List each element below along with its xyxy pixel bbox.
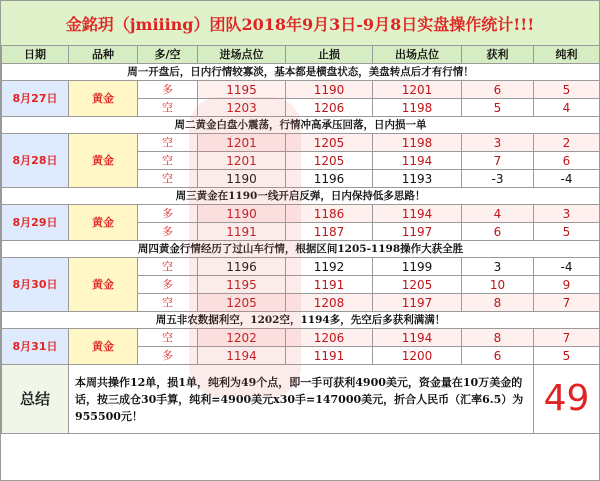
- exit-cell: 1194: [373, 205, 462, 223]
- date-cell: 8月28日: [2, 134, 69, 188]
- day-note-row: [2, 241, 600, 258]
- entry-cell: 1190: [198, 205, 286, 223]
- exit-cell: 1197: [373, 223, 462, 241]
- profit-cell: 6: [462, 81, 534, 99]
- col-header-exit: 出场点位: [373, 46, 462, 64]
- profit-cell: 4: [462, 205, 534, 223]
- date-cell: 8月29日: [2, 205, 69, 241]
- col-header-net: 纯利: [534, 46, 600, 64]
- day-note: 周四黄金行情经历了过山车行情，根据区间1205-1198操作大获全胜: [2, 241, 600, 258]
- trade-row: [2, 258, 600, 276]
- stop-cell: 1205: [286, 134, 373, 152]
- net-cell: 2: [534, 134, 600, 152]
- net-cell: 5: [534, 81, 600, 99]
- date-cell: 8月30日: [2, 258, 69, 312]
- net-cell: 4: [534, 99, 600, 117]
- product-cell: 黄金: [69, 205, 138, 241]
- entry-cell: 1196: [198, 258, 286, 276]
- product-cell: 黄金: [69, 258, 138, 312]
- trade-row: [2, 329, 600, 347]
- direction-cell: 空: [138, 258, 198, 276]
- entry-cell: 1195: [198, 276, 286, 294]
- day-note-row: [2, 117, 600, 134]
- page-title: 金銘玥（jmiiing）团队2018年9月3日-9月8日实盘操作统计!!!: [1, 1, 599, 45]
- date-cell: 8月27日: [2, 81, 69, 117]
- direction-cell: 多: [138, 81, 198, 99]
- stop-cell: 1205: [286, 152, 373, 170]
- header-row: [2, 46, 600, 64]
- trade-row: [2, 81, 600, 99]
- direction-cell: 空: [138, 99, 198, 117]
- entry-cell: 1195: [198, 81, 286, 99]
- exit-cell: 1194: [373, 329, 462, 347]
- profit-cell: 10: [462, 276, 534, 294]
- col-header-product: 品种: [69, 46, 138, 64]
- day-note-row: [2, 312, 600, 329]
- profit-cell: 3: [462, 258, 534, 276]
- exit-cell: 1201: [373, 81, 462, 99]
- day-note-row: [2, 188, 600, 205]
- summary-total: 49: [534, 365, 600, 434]
- stop-cell: 1196: [286, 170, 373, 188]
- exit-cell: 1193: [373, 170, 462, 188]
- entry-cell: 1190: [198, 170, 286, 188]
- profit-cell: 6: [462, 347, 534, 365]
- day-note: 周二黄金白盘小震荡，行情冲高承压回落，日内损一单: [2, 117, 600, 134]
- col-header-stop: 止损: [286, 46, 373, 64]
- col-header-date: 日期: [2, 46, 69, 64]
- profit-cell: 8: [462, 329, 534, 347]
- entry-cell: 1203: [198, 99, 286, 117]
- summary-text: 本周共操作12单，损1单，纯利为49个点，即一手可获利4900美元，资金量在10万美金的话，按三成仓30手算，纯利=4900美元x30手=147000美元，折合人民币（汇率6.5）为955500元！: [69, 365, 534, 434]
- entry-cell: 1201: [198, 134, 286, 152]
- stop-cell: 1191: [286, 347, 373, 365]
- entry-cell: 1202: [198, 329, 286, 347]
- date-cell: 8月31日: [2, 329, 69, 365]
- exit-cell: 1197: [373, 294, 462, 312]
- exit-cell: 1205: [373, 276, 462, 294]
- exit-cell: 1200: [373, 347, 462, 365]
- direction-cell: 空: [138, 294, 198, 312]
- net-cell: 5: [534, 347, 600, 365]
- stop-cell: 1190: [286, 81, 373, 99]
- product-cell: 黄金: [69, 134, 138, 188]
- product-cell: 黄金: [69, 81, 138, 117]
- direction-cell: 多: [138, 223, 198, 241]
- col-header-entry: 进场点位: [198, 46, 286, 64]
- profit-cell: 7: [462, 152, 534, 170]
- exit-cell: 1198: [373, 99, 462, 117]
- summary-label: 总结: [2, 365, 69, 434]
- col-header-direction: 多/空: [138, 46, 198, 64]
- stop-cell: 1206: [286, 99, 373, 117]
- direction-cell: 空: [138, 170, 198, 188]
- exit-cell: 1198: [373, 134, 462, 152]
- net-cell: 9: [534, 276, 600, 294]
- profit-cell: 8: [462, 294, 534, 312]
- stop-cell: 1208: [286, 294, 373, 312]
- stop-cell: 1206: [286, 329, 373, 347]
- day-note: 周五非农数据利空，1202空，1194多，先空后多获利满满！: [2, 312, 600, 329]
- entry-cell: 1194: [198, 347, 286, 365]
- profit-cell: 6: [462, 223, 534, 241]
- entry-cell: 1191: [198, 223, 286, 241]
- direction-cell: 空: [138, 134, 198, 152]
- entry-cell: 1205: [198, 294, 286, 312]
- trade-row: [2, 205, 600, 223]
- profit-cell: 3: [462, 134, 534, 152]
- col-header-profit: 获利: [462, 46, 534, 64]
- summary-row: [2, 365, 600, 434]
- exit-cell: 1194: [373, 152, 462, 170]
- stop-cell: 1186: [286, 205, 373, 223]
- stop-cell: 1187: [286, 223, 373, 241]
- trade-table: [1, 45, 600, 434]
- direction-cell: 空: [138, 152, 198, 170]
- net-cell: 3: [534, 205, 600, 223]
- net-cell: 7: [534, 329, 600, 347]
- day-note-row: [2, 64, 600, 81]
- profit-cell: -3: [462, 170, 534, 188]
- net-cell: -4: [534, 258, 600, 276]
- exit-cell: 1199: [373, 258, 462, 276]
- direction-cell: 多: [138, 276, 198, 294]
- net-cell: 6: [534, 152, 600, 170]
- direction-cell: 多: [138, 205, 198, 223]
- net-cell: -4: [534, 170, 600, 188]
- direction-cell: 多: [138, 347, 198, 365]
- direction-cell: 空: [138, 329, 198, 347]
- net-cell: 7: [534, 294, 600, 312]
- stop-cell: 1192: [286, 258, 373, 276]
- trade-row: [2, 134, 600, 152]
- day-note: 周一开盘后，日内行情较寡淡，基本都是横盘状态，美盘转点后才有行情！: [2, 64, 600, 81]
- entry-cell: 1201: [198, 152, 286, 170]
- stop-cell: 1191: [286, 276, 373, 294]
- day-note: 周三黄金在1190一线开启反弹，日内保持低多思路！: [2, 188, 600, 205]
- net-cell: 5: [534, 223, 600, 241]
- profit-cell: 5: [462, 99, 534, 117]
- product-cell: 黄金: [69, 329, 138, 365]
